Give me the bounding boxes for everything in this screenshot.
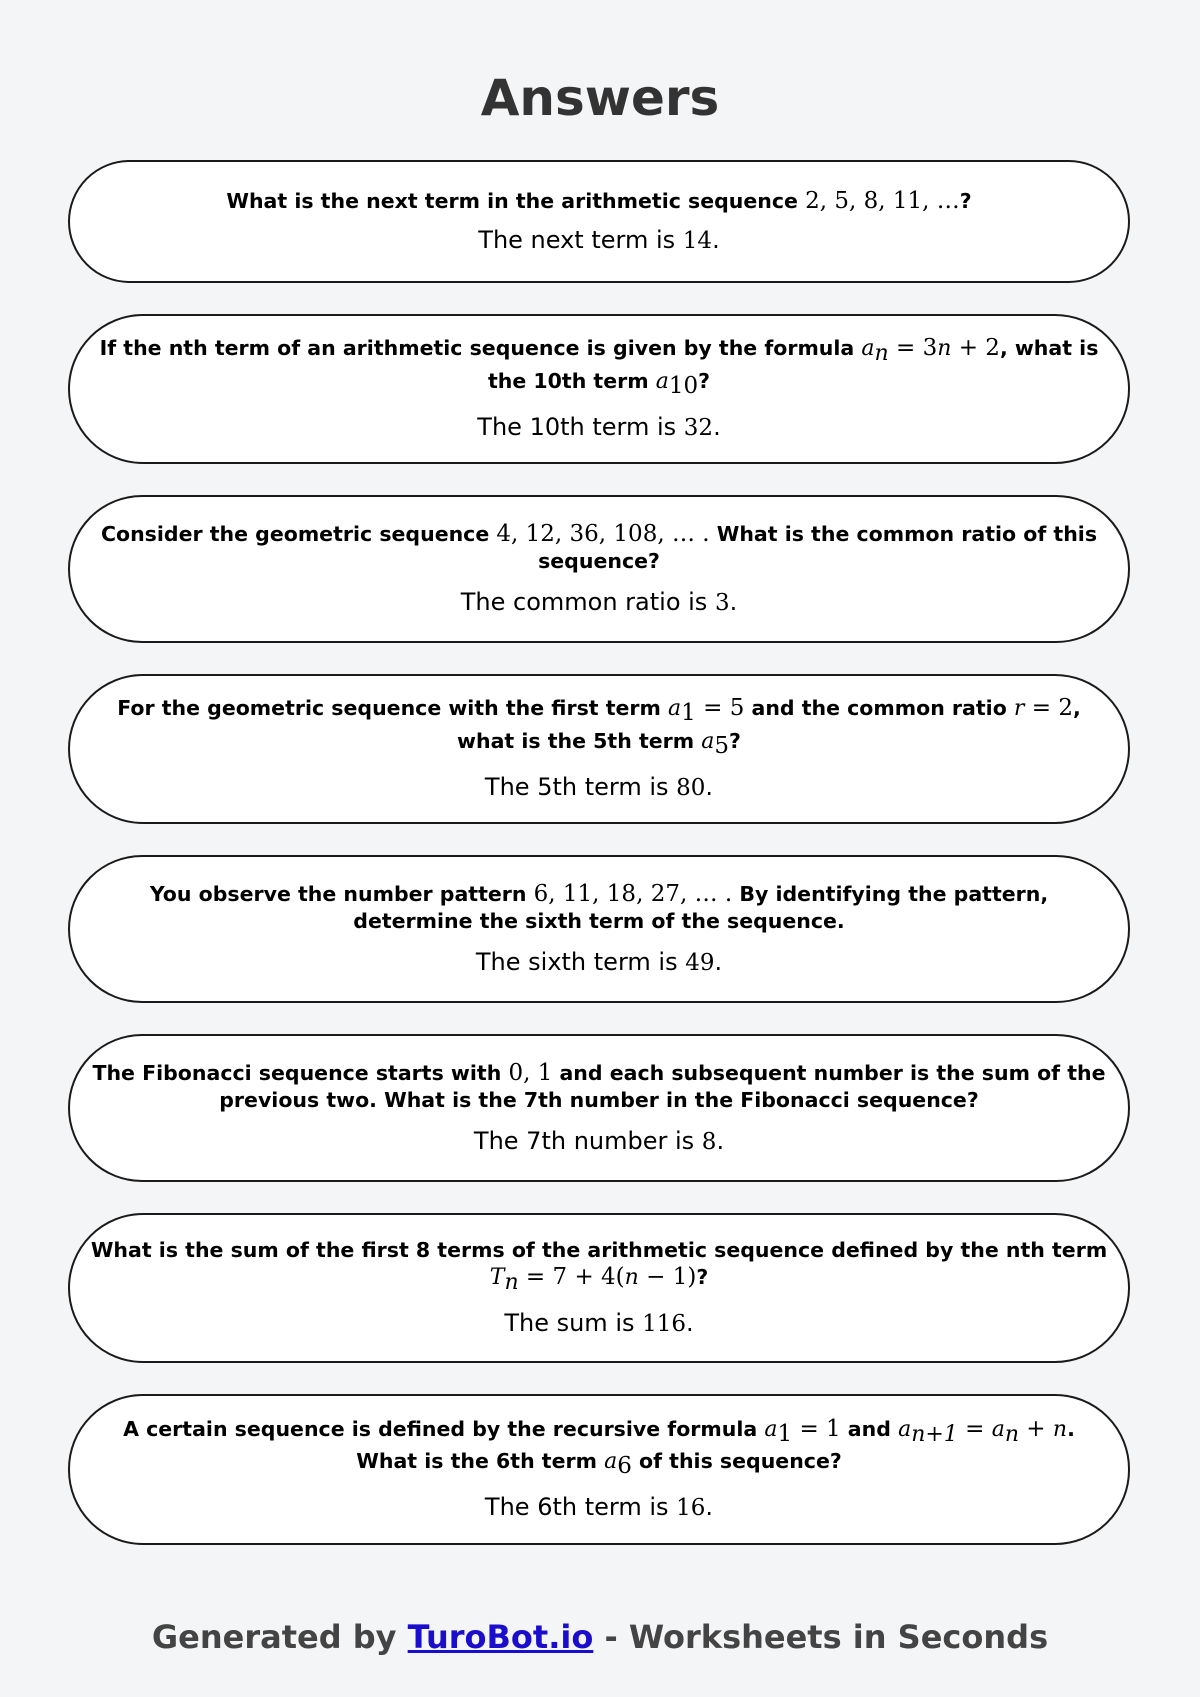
question-text: You observe the number pattern 6, 11, 18, 27, … . By identifying the pattern, determine the sixth term of the sequence.	[149, 880, 1049, 933]
question-text: A certain sequence is defined by the recursive formula $a_1 = 1$ and $a_{n+1} = a_n + n$. What is the 6th term $a_6$ of this sequence?	[123, 1415, 1075, 1480]
answer-text: The next term is 14.	[478, 225, 720, 254]
footer	[0, 1618, 1200, 1656]
answer-text: The 7th number is 8.	[473, 1126, 725, 1155]
page-title: Answers	[480, 69, 720, 127]
answer-text: The common ratio is 3.	[460, 587, 738, 616]
question-text: For the geometric sequence with the first term $a_1 = 5$ and the common ratio r = 2, what is the 5th term $a_5$?	[117, 695, 1081, 759]
question-text: What is the sum of the first 8 terms of the arithmetic sequence defined by the nth term $T_n = 7 + 4(n - 1)$?	[90, 1237, 1108, 1296]
answer-card	[68, 674, 1130, 824]
answer-text: The sum is 116.	[504, 1309, 694, 1338]
answer-card	[68, 1394, 1130, 1545]
answer-card	[68, 1213, 1130, 1363]
answer-text: The 6th term is 16.	[484, 1493, 714, 1522]
question-text: If the nth term of an arithmetic sequence is given by the formula $a_n = 3n + 2$, what is the 10th term $a_{10}$?	[99, 335, 1099, 399]
answer-card	[68, 314, 1130, 464]
question-text: What is the next term in the arithmetic sequence 2, 5, 8, 11, …?	[226, 187, 972, 214]
turobot-link[interactable]: TuroBot.io	[407, 1618, 594, 1656]
answer-card	[68, 160, 1130, 283]
answer-card	[68, 495, 1130, 643]
answer-card	[68, 855, 1130, 1003]
answer-text: The sixth term is 49.	[475, 947, 723, 976]
question-text: Consider the geometric sequence 4, 12, 36, 108, … . What is the common ratio of this sequence?	[100, 520, 1098, 573]
footer-suffix: - Worksheets in Seconds	[593, 1618, 1049, 1656]
question-text: The Fibonacci sequence starts with 0, 1 and each subsequent number is the sum of the previous two. What is the 7th number in the Fibonacci sequence?	[92, 1059, 1106, 1112]
answer-text: The 5th term is 80.	[484, 772, 714, 801]
answer-text: The 10th term is 32.	[477, 412, 721, 441]
footer-prefix: Generated by	[151, 1618, 408, 1656]
answer-card	[68, 1034, 1130, 1182]
